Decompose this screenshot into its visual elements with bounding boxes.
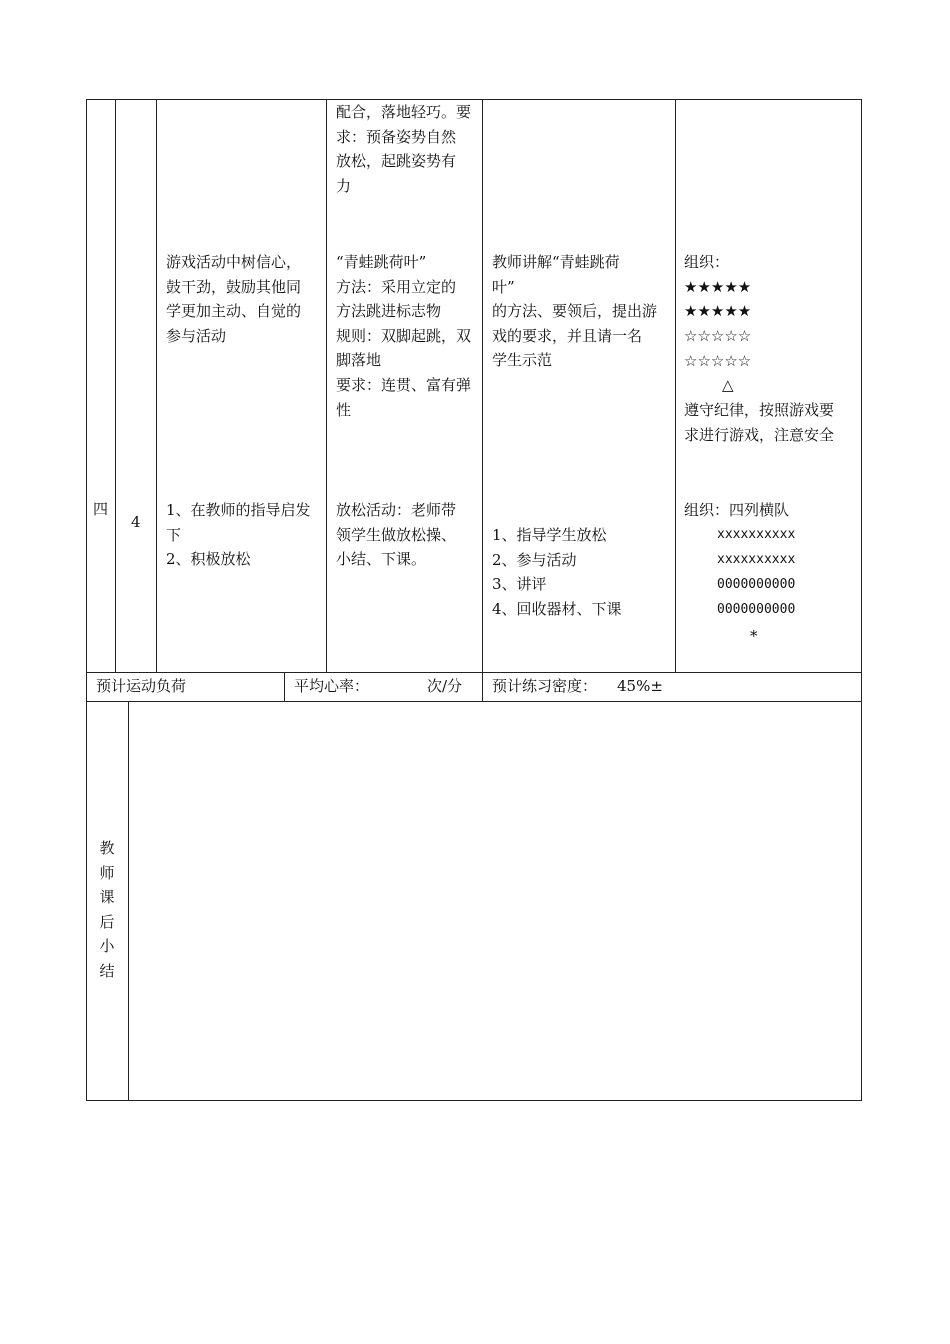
game-org-label: 组织： (684, 253, 730, 271)
relax-formation-row-3: 0000000000 (717, 577, 796, 592)
density-value: 45%± (617, 677, 663, 695)
col-divider-4 (482, 99, 483, 702)
game-teacher-mark: △ (722, 376, 734, 394)
table-top-border (86, 99, 862, 100)
table-right-border (861, 99, 862, 1101)
density-label: 预计练习密度： (492, 677, 598, 695)
game-safety-note: 遵守纪律，按照游戏要 求进行游戏，注意安全 (684, 401, 835, 444)
relax-teacher-activity: 1、指导学生放松 2、参与活动 3、讲评 4、回收器材、下课 (492, 526, 622, 618)
game-formation-row-4: ☆☆☆☆☆ (684, 352, 752, 370)
col-divider-1 (115, 99, 116, 673)
table-bottom-border (86, 1100, 862, 1101)
game-student-activity: 游戏活动中树信心， 鼓干劲，鼓励其他同 学更加主动、自觉的 参与活动 (166, 253, 302, 345)
game-content: “青蛙跳荷叶” 方法：采用立定的 方法跳进标志物 规则：双脚起跳，双 脚落地 要求：连贯、富有弹 性 (336, 253, 472, 419)
relax-formation-row-4: 0000000000 (717, 602, 796, 617)
load-row-divider (284, 672, 285, 702)
col-divider-3 (326, 99, 327, 673)
summary-label: 教 师 课 后 小 结 (99, 839, 115, 980)
section-time: 4 (131, 513, 141, 531)
load-row-top-border (86, 672, 862, 673)
relax-student-activity: 1、在教师的指导启发 下 2、积极放松 (166, 501, 311, 569)
relax-content: 放松活动：老师带 领学生做放松操、 小结、下课。 (336, 501, 457, 569)
summary-content-area[interactable] (129, 702, 860, 1099)
game-formation-row-1: ★★★★★ (684, 278, 752, 296)
relax-org-label: 组织：四列横队 (684, 501, 790, 519)
relax-teacher-mark: * (750, 627, 758, 645)
game-teacher-activity: 教师讲解“青蛙跳荷 叶” 的方法、要领后，提出游 戏的要求，并且请一名 学生示范 (492, 253, 658, 370)
col-divider-2 (156, 99, 157, 673)
section-number: 四 (93, 500, 109, 518)
load-label: 预计运动负荷 (96, 677, 187, 695)
continued-content: 配合，落地轻巧。要 求：预备姿势自然 放松，起跳姿势有 力 (336, 103, 472, 195)
game-formation-row-2: ★★★★★ (684, 302, 752, 320)
relax-formation-row-1: xxxxxxxxxx (717, 527, 796, 542)
game-formation-row-3: ☆☆☆☆☆ (684, 327, 752, 345)
heart-rate-label: 平均心率： (294, 677, 370, 695)
col-divider-5 (675, 99, 676, 673)
relax-formation-row-2: xxxxxxxxxx (717, 552, 796, 567)
table-left-border (86, 99, 87, 1101)
heart-rate-unit: 次/分 (427, 677, 463, 695)
